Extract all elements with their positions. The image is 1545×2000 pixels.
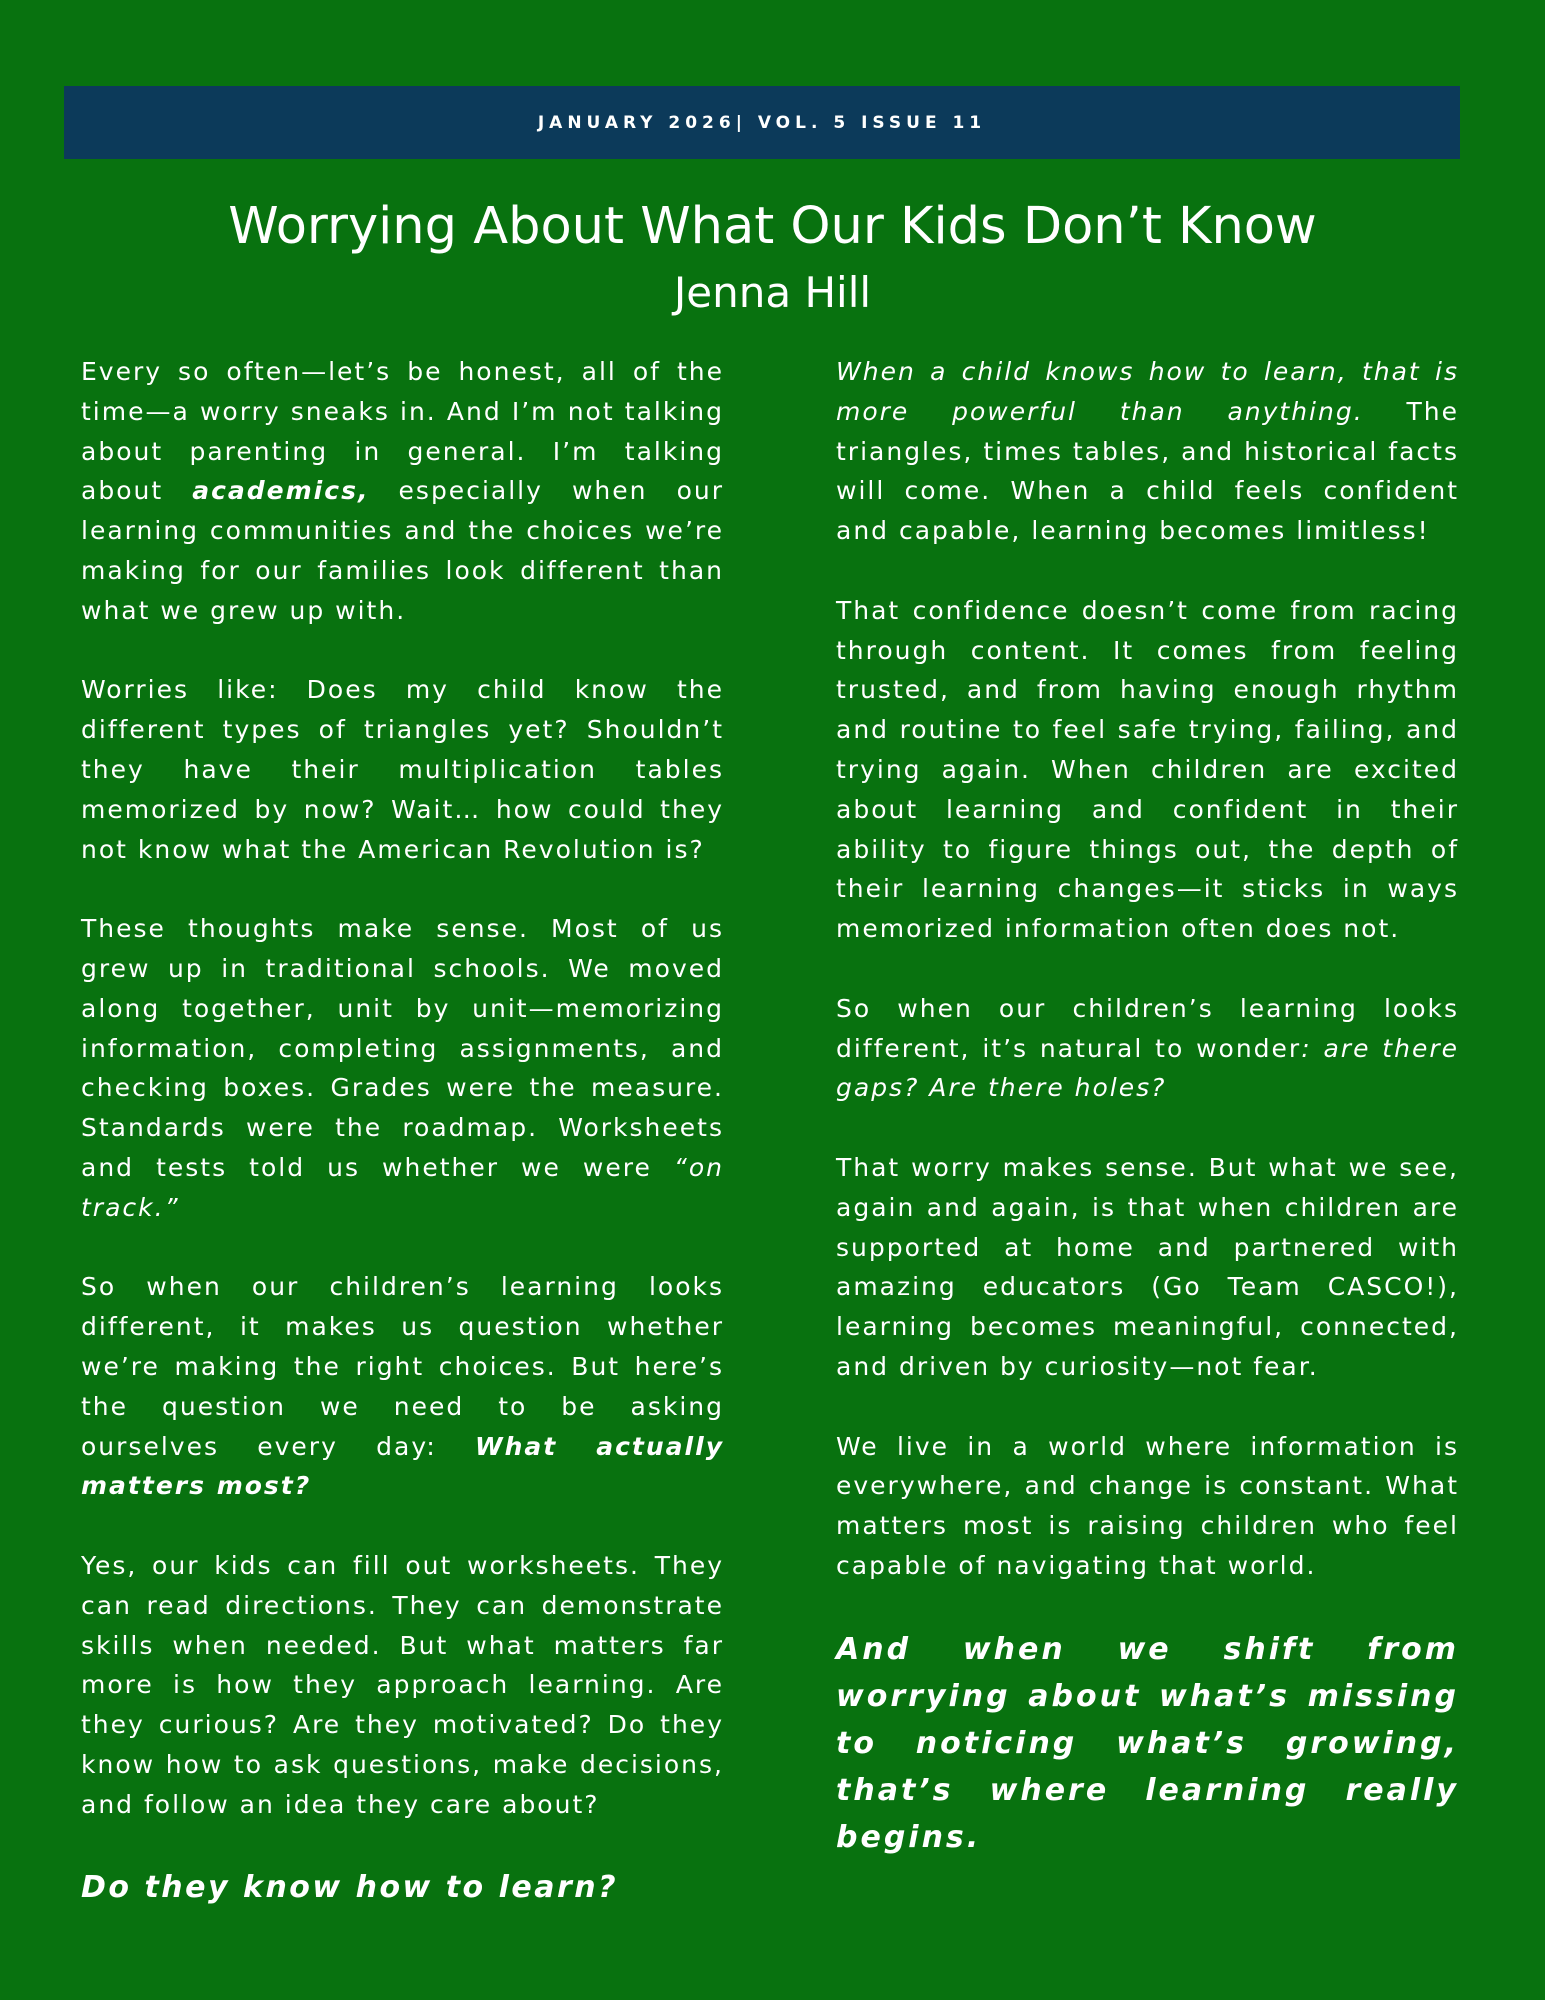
right-p3-text-a: So when our children’s learning looks different, it’s natural to wonder: [836, 993, 1459, 1063]
issue-header-band: [64, 86, 1460, 159]
left-paragraph-1: [81, 352, 724, 631]
right-p1-text-b: The triangles, times tables, and historical facts will come. When a child feels confident and capable, learning becomes limitless!: [836, 396, 1459, 546]
left-p1-text-c: especially when our learning communities and the choices we’re making for our families look different than what we grew up with.: [81, 476, 724, 625]
left-p3-text-a: These thoughts make sense. Most of us grew up in traditional schools. We moved along together, unit by unit—memorizing information, completing assignments, and checking boxes. Grades were the measure. Standards were the roadmap. Worksheets and tests told us whether we were: [81, 914, 724, 1182]
article-title: Worrying About What Our Kids Don’t Know: [228, 197, 1317, 256]
left-p4-text-a: So when our children’s learning looks different, it makes us question whether we’re making the right choices. But here’s the question we need to be asking ourselves every day:: [81, 1272, 724, 1461]
left-column: [81, 352, 724, 1911]
right-paragraph-2: That confidence doesn’t come from racing through content. It comes from feeling trusted, and from having enough rhythm and routine to feel safe trying, failing, and trying again. When children are excited about learning and confident in their ability to figure things out, the depth of their learning changes—it sticks in ways memorized information often does not.: [836, 595, 1459, 944]
left-paragraph-5: Yes, our kids can fill out worksheets. They can read directions. They can demonstrate skills when needed. But what matters far more is how they approach learning. Are they curious? Are they motivated? Do they know how to ask questions, make decisions, and follow an idea they care about?: [81, 1550, 724, 1819]
left-p1-emphasis: academics,: [192, 476, 370, 506]
right-paragraph-1: [836, 352, 1459, 551]
article-author: Jenna Hill: [673, 268, 872, 317]
right-closing-statement: And when we shift from worrying about what’s missing to noticing what’s growing, that’s where learning really begins.: [836, 1631, 1459, 1855]
left-p4-emphasis: What actually matters most?: [81, 1431, 724, 1501]
right-column: [836, 352, 1459, 1861]
issue-line: JANUARY 2026| VOL. 5 ISSUE 11: [537, 112, 987, 133]
left-paragraph-3: [81, 909, 724, 1227]
left-paragraph-2: Worries like: Does my child know the different types of triangles yet? Shouldn’t they have their multiplication tables memorized by now? Wait… how could they not know what the American Revolution is?: [81, 675, 724, 864]
left-pull-question: Do they know how to learn?: [81, 1870, 619, 1906]
left-paragraph-4: [81, 1267, 724, 1506]
right-paragraph-5: We live in a world where information is everywhere, and change is constant. What matters most is raising children who feel capable of navigating that world.: [836, 1431, 1459, 1580]
right-p3-italic: : are there gaps? Are there holes?: [836, 1033, 1459, 1103]
left-p1-text-a: Every so often—let’s be honest, all of the time—a worry sneaks in. And I’m not talking about parenting in general. I’m talking about: [81, 357, 724, 506]
right-paragraph-3: [836, 989, 1459, 1108]
left-p3-quote: “on track.”: [81, 1152, 724, 1222]
right-p1-italic: When a child knows how to learn, that is more powerful than anything.: [836, 357, 1459, 426]
right-paragraph-4: That worry makes sense. But what we see, again and again, is that when children are supported at home and partnered with amazing educators (Go Team CASCO!), learning becomes meaningful, connected, and driven by curiosity—not fear.: [836, 1152, 1459, 1381]
